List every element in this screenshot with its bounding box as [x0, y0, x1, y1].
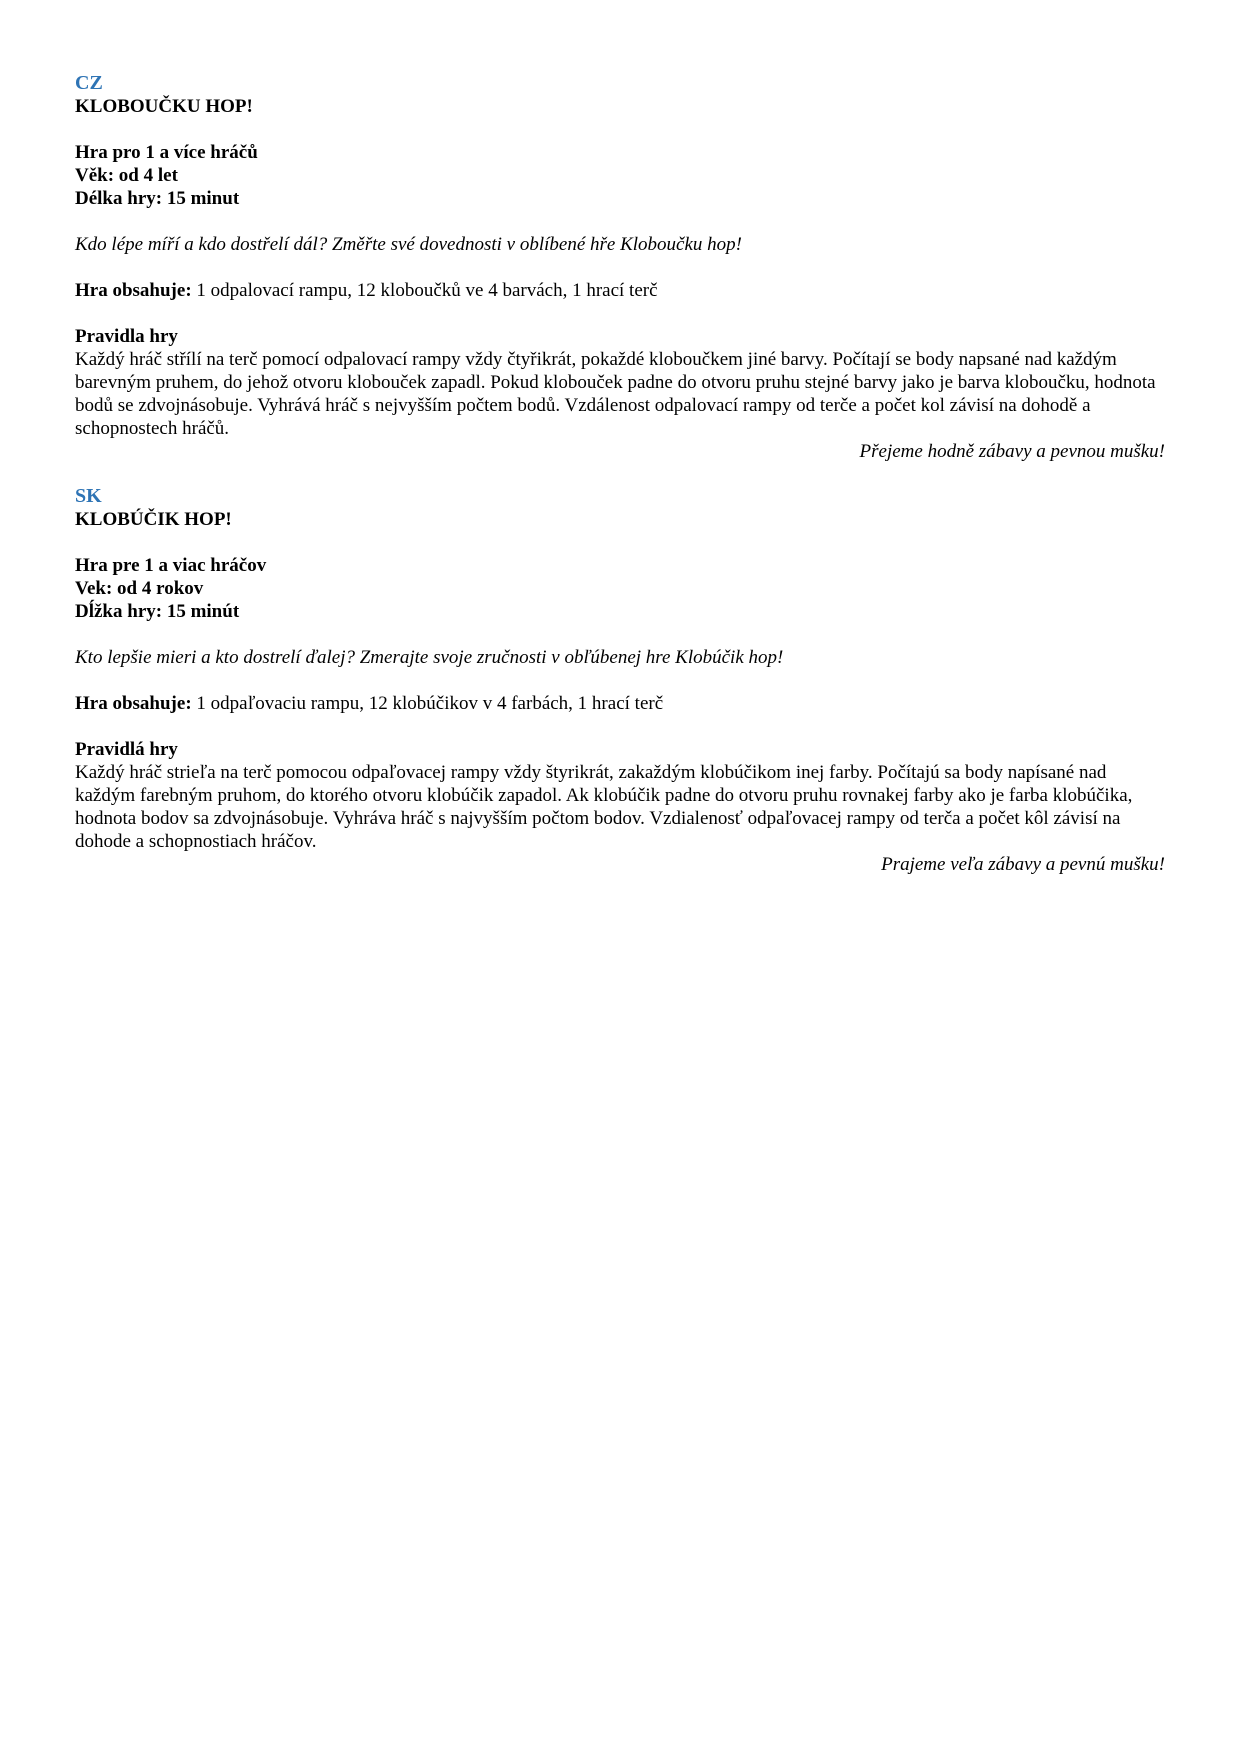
- rules-title-cz: Pravidla hry: [75, 326, 178, 347]
- game-title-cz: KLOBOUČKU HOP!: [75, 96, 253, 117]
- section-sk: [75, 485, 1165, 876]
- duration-info-sk: Dĺžka hry: 15 minút: [75, 601, 240, 622]
- document-page: [75, 72, 1165, 876]
- game-title-sk: KLOBÚČIK HOP!: [75, 509, 232, 530]
- rules-title-sk: Pravidlá hry: [75, 739, 178, 760]
- contents-label-cz: Hra obsahuje:: [75, 280, 192, 301]
- language-label-cz: CZ: [75, 72, 103, 94]
- duration-info-cz: Délka hry: 15 minut: [75, 188, 240, 209]
- rules-text-cz: Každý hráč střílí na terč pomocí odpalovací rampy vždy čtyřikrát, pokaždé kloboučkem jiné barvy. Počítají se body napsané nad každým barevným pruhem, do jehož otvoru klobouček zapadl. Pokud klobouček padne do otvoru pruhu stejné barvy jako je barva kloboučku, hodnota bodů se zdvojnásobuje. Vyhrává hráč s nejvyšším počtem bodů. Vzdálenost odpalovací rampy od terče a počet kol závisí na dohodě a schopnostech hráčů.: [75, 349, 1156, 439]
- rules-text-sk: Každý hráč strieľa na terč pomocou odpaľovacej rampy vždy štyrikrát, zakaždým klobúčikom inej farby. Počítajú sa body napísané nad každým farebným pruhom, do ktorého otvoru klobúčik zapadol. Ak klobúčik padne do otvoru pruhu rovnakej farby ako je farba klobúčika, hodnota bodov sa zdvojnásobuje. Vyhráva hráč s najvyšším počtom bodov. Vzdialenosť odpaľovacej rampy od terča a počet kôl závisí na dohode a schopnostiach hráčov.: [75, 762, 1133, 852]
- players-info-sk: Hra pre 1 a viac hráčov: [75, 555, 267, 576]
- contents-text-sk: 1 odpaľovaciu rampu, 12 klobúčikov v 4 farbách, 1 hrací terč: [191, 693, 664, 714]
- closing-line-cz: Přejeme hodně zábavy a pevnou mušku!: [859, 441, 1165, 462]
- contents-text-cz: 1 odpalovací rampu, 12 kloboučků ve 4 barvách, 1 hrací terč: [191, 280, 658, 301]
- contents-label-sk: Hra obsahuje:: [75, 693, 192, 714]
- language-label-sk: SK: [75, 485, 102, 507]
- contents-line-sk: [75, 692, 1165, 715]
- players-info-cz: Hra pro 1 a více hráčů: [75, 142, 258, 163]
- contents-line-cz: [75, 279, 1165, 302]
- age-info-cz: Věk: od 4 let: [75, 165, 178, 186]
- intro-text-sk: Kto lepšie mieri a kto dostrelí ďalej? Zmerajte svoje zručnosti v obľúbenej hre Klobúčik hop!: [75, 647, 784, 668]
- closing-line-sk: Prajeme veľa zábavy a pevnú mušku!: [881, 854, 1165, 875]
- intro-text-cz: Kdo lépe míří a kdo dostřelí dál? Změřte své dovednosti v oblíbené hře Kloboučku hop!: [75, 234, 742, 255]
- section-cz: [75, 72, 1165, 463]
- age-info-sk: Vek: od 4 rokov: [75, 578, 204, 599]
